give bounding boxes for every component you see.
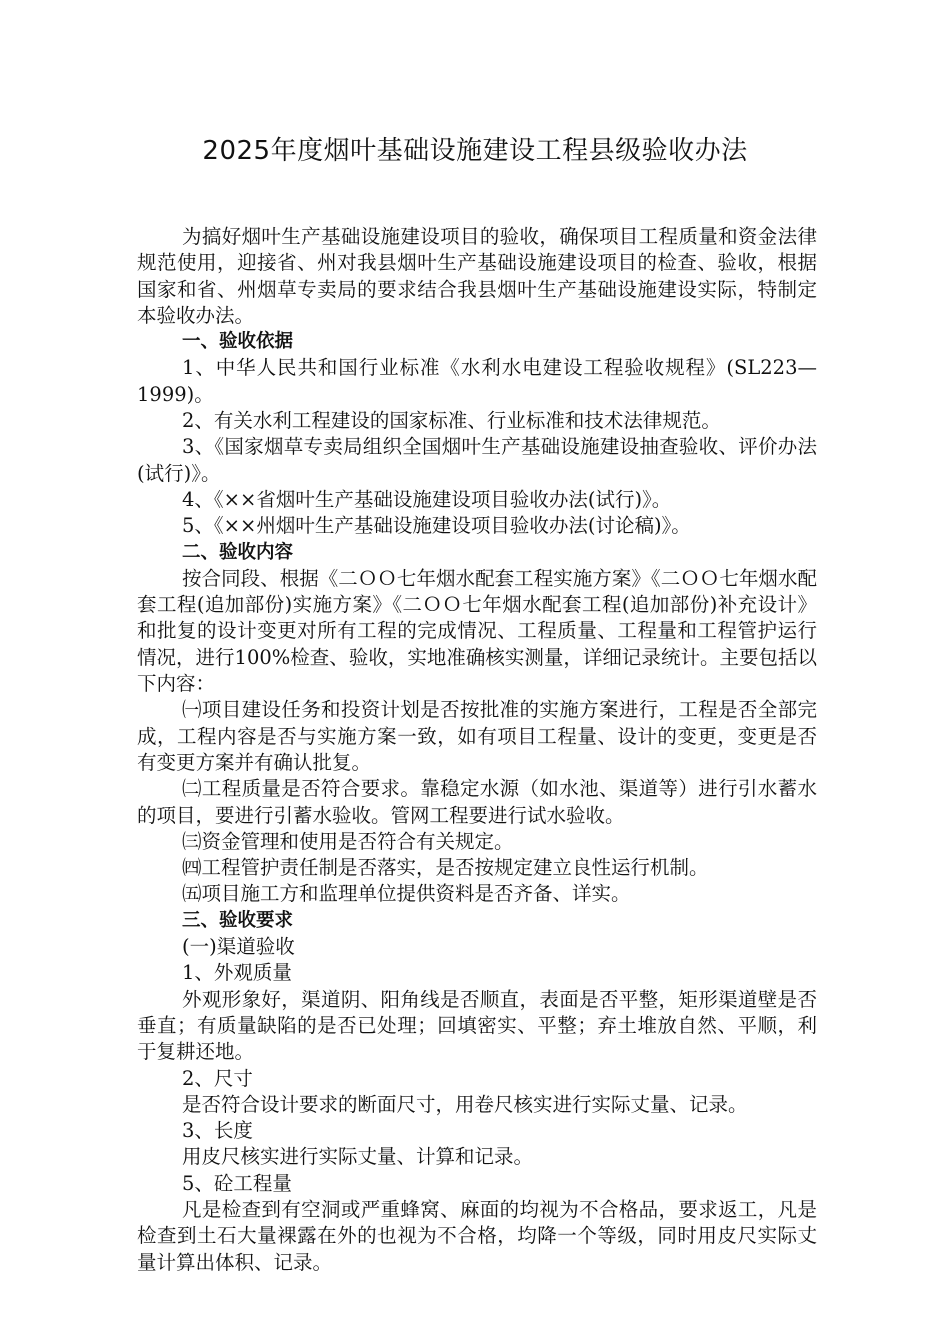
body-paragraph: 外观形象好，渠道阴、阳角线是否顺直，表面是否平整，矩形渠道壁是否垂直；有质量缺陷的是否已处理；回填密实、平整；弃土堆放自然、平顺，利于复耕还地。 [137, 987, 817, 1064]
body-paragraph: 1、外观质量 [182, 961, 292, 985]
body-paragraph: ㈠项目建设任务和投资计划是否按批准的实施方案进行，工程是否全部完成，工程内容是否与实施方案一致，如有项目工程量、设计的变更，变更是否有变更方案并有确认批复。 [137, 698, 817, 774]
body-paragraph: 凡是检查到有空洞或严重蜂窝、麻面的均视为不合格品，要求返工，凡是检查到土石大量裸露在外的也视为不合格，均降一个等级，同时用皮尺实际丈量计算出体积、记录。 [137, 1197, 817, 1274]
body-paragraph: 2、有关水利工程建设的国家标准、行业标准和技术法律规范。 [182, 409, 721, 433]
body-paragraph: 1、中华人民共和国行业标准《水利水电建设工程验收规程》(SL223—1999)。 [137, 356, 817, 406]
section-heading: 二、验收内容 [182, 541, 294, 563]
document-title: 2025年度烟叶基础设施建设工程县级验收办法 [202, 136, 748, 166]
body-paragraph: 2、尺寸 [182, 1066, 253, 1090]
document-body [137, 224, 817, 1276]
body-paragraph: ㈣工程管护责任制是否落实，是否按规定建立良性运行机制。 [182, 856, 709, 880]
body-paragraph: 按合同段、根据《二ＯＯ七年烟水配套工程实施方案》《二ＯＯ七年烟水配套工程(追加部份)实施方案》《二ＯＯ七年烟水配套工程(追加部份)补充设计》和批复的设计变更对所有工程的完成情况、工程质量、工程量和工程管护运行情况，进行100%检查、验收，实地准确核实测量，详细记录统计。主要包括以下内容： [137, 566, 817, 696]
body-paragraph: 5、砼工程量 [182, 1171, 292, 1195]
section-heading: 三、验收要求 [182, 909, 294, 931]
body-paragraph: 3、长度 [182, 1119, 253, 1143]
body-paragraph: ㈢资金管理和使用是否符合有关规定。 [182, 829, 514, 853]
body-paragraph: 3、《国家烟草专卖局组织全国烟叶生产基础设施建设抽查验收、评价办法(试行)》。 [137, 435, 817, 485]
body-paragraph: 4、《××省烟叶生产基础设施建设项目验收办法(试行)》。 [182, 487, 672, 511]
section-heading: 一、验收依据 [182, 331, 294, 353]
body-paragraph: 用皮尺核实进行实际丈量、计算和记录。 [182, 1145, 534, 1169]
body-paragraph: 是否符合设计要求的断面尺寸，用卷尺核实进行实际丈量、记录。 [182, 1092, 748, 1116]
body-paragraph: ㈤项目施工方和监理单位提供资料是否齐备、详实。 [182, 882, 631, 906]
body-paragraph: (一)渠道验收 [182, 935, 295, 959]
body-paragraph: 5、《××州烟叶生产基础设施建设项目验收办法(讨论稿)》。 [182, 514, 691, 538]
body-paragraph: ㈡工程质量是否符合要求。靠稳定水源（如水池、渠道等）进行引水蓄水的项目，要进行引蓄水验收。管网工程要进行试水验收。 [137, 777, 817, 827]
body-paragraph: 为搞好烟叶生产基础设施建设项目的验收，确保项目工程质量和资金法律规范使用，迎接省、州对我县烟叶生产基础设施建设项目的检查、验收，根据国家和省、州烟草专卖局的要求结合我县烟叶生产基础设施建设实际，特制定本验收办法。 [137, 225, 817, 327]
